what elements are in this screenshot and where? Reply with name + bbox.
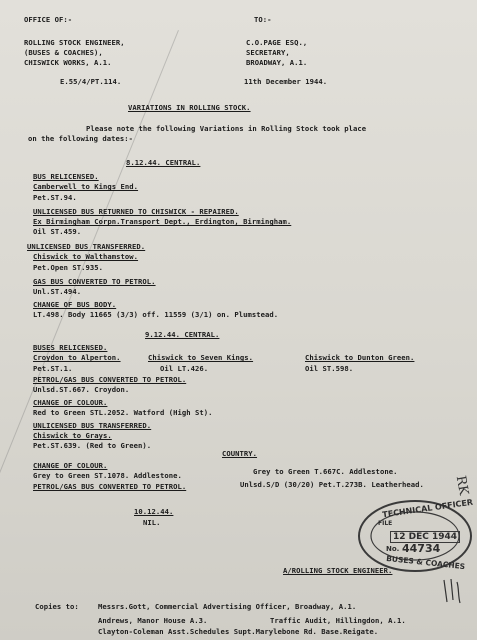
- section2-country-colour-right: Grey to Green T.667C. Addlestone.: [253, 467, 398, 476]
- letter-date: 11th December 1944.: [244, 77, 328, 86]
- stamp-file-label: FILE: [378, 520, 393, 527]
- section1-returned-from: Ex Birmingham Corpn.Transport Dept., Erdington, Birmingham.: [33, 217, 292, 226]
- section2-col3-vehicle: Oil ST.598.: [305, 364, 354, 373]
- intro-line-1: Please note the following Variations in Rolling Stock took place: [86, 124, 367, 133]
- stamp-bottom-text: BUSES & COACHES: [385, 553, 466, 572]
- section2-col1-vehicle: Pet.ST.1.: [33, 364, 73, 373]
- from-line-2: (BUSES & COACHES),: [24, 48, 103, 57]
- section2-country-colour-left: Grey to Green ST.1078. Addlestone.: [33, 471, 182, 480]
- signature-block: A/ROLLING STOCK ENGINEER.: [283, 566, 393, 575]
- reference-number: E.55/4/PT.114.: [60, 77, 122, 86]
- copies-label: Copies to:: [35, 602, 79, 611]
- section1-body-heading: CHANGE OF BUS BODY.: [33, 300, 117, 309]
- section2-transferred-route: Chiswick to Grays.: [33, 431, 112, 440]
- section1-body-line: LT.498. Body 11665 (3/3) off. 11559 (3/1) on. Plumstead.: [33, 310, 279, 319]
- section2-colour-line: Red to Green STL.2052. Watford (High St).: [33, 408, 213, 417]
- copies-line-1: Messrs.Gott, Commercial Advertising Officer, Broadway, A.1.: [98, 602, 357, 611]
- section2-country-petrol-right: Unlsd.S/D (30/20) Pet.T.273B. Leatherhead.: [240, 480, 424, 489]
- handwritten-tick-icon: [440, 576, 466, 606]
- section2-transferred-heading: UNLICENSED BUS TRANSFERRED.: [33, 421, 152, 430]
- section2-country-colour-heading: CHANGE OF COLOUR.: [33, 461, 108, 470]
- from-label: OFFICE OF:-: [24, 15, 73, 24]
- to-label: TO:-: [254, 15, 272, 24]
- stamp-top-text: TECHNICAL OFFICER: [381, 497, 474, 520]
- section1-relicensed-route: Camberwell to Kings End.: [33, 182, 139, 191]
- section2-heading: 9.12.44. CENTRAL.: [145, 330, 220, 339]
- section2-transferred-line: Pet.ST.639. (Red to Green).: [33, 441, 152, 450]
- section1-returned-vehicle: Oil ST.459.: [33, 227, 82, 236]
- section2-country-heading: COUNTRY.: [222, 449, 258, 458]
- section2-col1-route: Croydon to Alperton.: [33, 353, 121, 362]
- copies-line-3: Clayton-Coleman Asst.Schedules Supt.Marylebone Rd. Base.Reigate.: [98, 627, 379, 636]
- from-line-1: ROLLING STOCK ENGINEER,: [24, 38, 125, 47]
- document-title: VARIATIONS IN ROLLING STOCK.: [128, 103, 251, 112]
- copies-line-2-right: Traffic Audit, Hillingdon, A.1.: [270, 616, 406, 625]
- section2-petrol-gas-heading: PETROL/GAS BUS CONVERTED TO PETROL.: [33, 375, 187, 384]
- handwritten-initials: RK: [452, 474, 471, 497]
- section3-body: NIL.: [143, 518, 161, 527]
- section1-transferred-route: Chiswick to Walthamstow.: [33, 252, 139, 261]
- section2-col3-route: Chiswick to Dunton Green.: [305, 353, 415, 362]
- copies-line-2-left: Andrews, Manor House A.3.: [98, 616, 208, 625]
- stamp-date: 12 DEC 1944: [390, 531, 460, 543]
- from-line-3: CHISWICK WORKS, A.1.: [24, 58, 112, 67]
- section2-petrol-gas-line: Unlsd.ST.667. Croydon.: [33, 385, 130, 394]
- section2-col2-route: Chiswick to Seven Kings.: [148, 353, 254, 362]
- section1-relicensed-heading: BUS RELICENSED.: [33, 172, 99, 181]
- section1-transferred-heading: UNLICENSED BUS TRANSFERRED.: [27, 242, 146, 251]
- section2-col2-vehicle: Oil LT.426.: [160, 364, 209, 373]
- to-line-2: SECRETARY,: [246, 48, 290, 57]
- paper-fold-line: [0, 30, 179, 624]
- stamp-number-prefix: No.: [386, 545, 400, 553]
- to-line-3: BROADWAY, A.1.: [246, 58, 308, 67]
- intro-line-2: on the following dates:-: [28, 134, 134, 143]
- section1-heading: 8.12.44. CENTRAL.: [126, 158, 201, 167]
- section2-country-petrol-heading: PETROL/GAS BUS CONVERTED TO PETROL.: [33, 482, 187, 491]
- received-stamp: [356, 498, 474, 574]
- section1-returned-heading: UNLICENSED BUS RETURNED TO CHISWICK - REPAIRED.: [33, 207, 239, 216]
- section2-colour-heading: CHANGE OF COLOUR.: [33, 398, 108, 407]
- section1-relicensed-vehicle: Pet.ST.94.: [33, 193, 77, 202]
- section1-gas-heading: GAS BUS CONVERTED TO PETROL.: [33, 277, 156, 286]
- stamp-number: 44734: [402, 542, 441, 555]
- section2-relicensed-heading: BUSES RELICENSED.: [33, 343, 108, 352]
- to-line-1: C.O.PAGE ESQ.,: [246, 38, 308, 47]
- section1-transferred-vehicle: Pet.Open ST.935.: [33, 263, 104, 272]
- section1-gas-vehicle: Unl.ST.494.: [33, 287, 82, 296]
- section3-heading: 10.12.44.: [134, 507, 174, 516]
